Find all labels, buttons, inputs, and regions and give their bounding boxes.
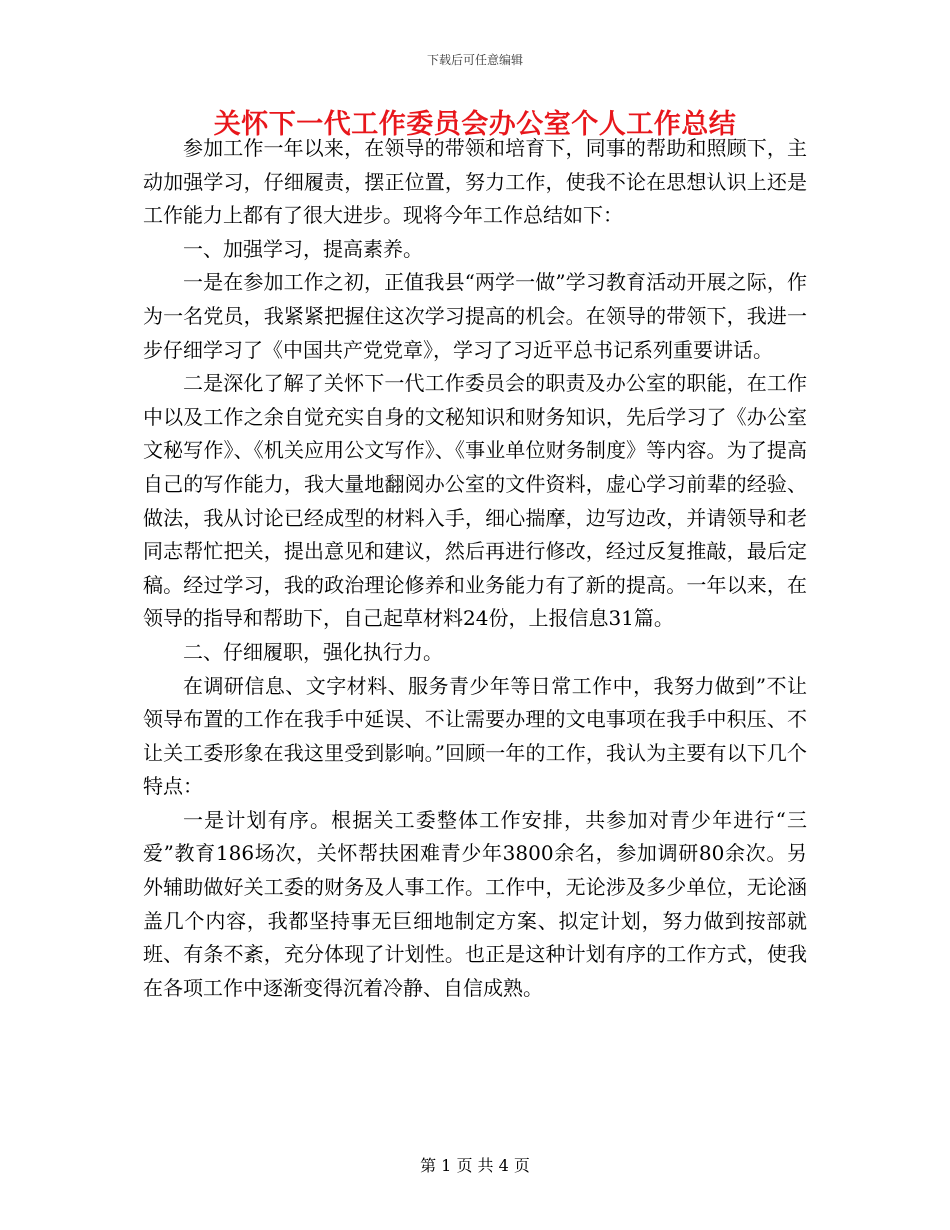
document-body — [143, 132, 807, 1005]
paragraph-study-1: 一是在参加工作之初，正值我县“两学一做”学习教育活动开展之际，作为一名党员，我紧紧把握住这次学习提高的机会。在领导的带领下，我进一步仔细学习了《中国共产党党章》，学习了习近平总书记系列重要讲话。 — [143, 270, 807, 362]
paragraph-study-2: 二是深化了解了关怀下一代工作委员会的职责及办公室的职能，在工作中以及工作之余自觉充实自身的文秘知识和财务知识，先后学习了《办公室文秘写作》、《机关应用公文写作》、《事业单位财务制度》等内容。为了提高自己的写作能力，我大量地翻阅办公室的文件资料，虚心学习前辈的经验、做法，我从讨论已经成型的材料入手，细心揣摩，边写边改，并请领导和老同志帮忙把关，提出意见和建议，然后再进行修改，经过反复推敲，最后定稿。经过学习，我的政治理论修养和业务能力有了新的提高。一年以来，在领导的指导和帮助下，自己起草材料24份，上报信息31篇。 — [143, 371, 807, 631]
paragraph-intro: 参加工作一年以来，在领导的带领和培育下，同事的帮助和照顾下，主动加强学习，仔细履责，摆正位置，努力工作，使我不论在思想认识上还是工作能力上都有了很大进步。现将今年工作总结如下： — [143, 136, 807, 228]
document-title: 关怀下一代工作委员会办公室个人工作总结 — [213, 109, 737, 140]
paragraph-duty-intro: 在调研信息、文字材料、服务青少年等日常工作中，我努力做到”不让领导布置的工作在我手中延误、不让需要办理的文电事项在我手中积压、不让关工委形象在我这里受到影响。”回顾一年的工作，我认为主要有以下几个特点： — [143, 673, 807, 799]
paragraph-duty-1: 一是计划有序。根据关工委整体工作安排，共参加对青少年进行“三爱”教育186场次，关怀帮扶困难青少年3800余名，参加调研80余次。另外辅助做好关工委的财务及人事工作。工作中，无论涉及多少单位，无论涵盖几个内容，我都坚持事无巨细地制定方案、拟定计划，努力做到按部就班、有条不紊，充分体现了计划性。也正是这种计划有序的工作方式，使我在各项工作中逐渐变得沉着冷静、自信成熟。 — [143, 807, 807, 1000]
page-number: 第 1 页 共 4 页 — [420, 1156, 530, 1175]
section-heading-2: 二、仔细履职，强化执行力。 — [183, 639, 443, 664]
page-header-note: 下载后可任意编辑 — [426, 53, 523, 67]
section-heading-1: 一、加强学习，提高素养。 — [183, 236, 423, 261]
